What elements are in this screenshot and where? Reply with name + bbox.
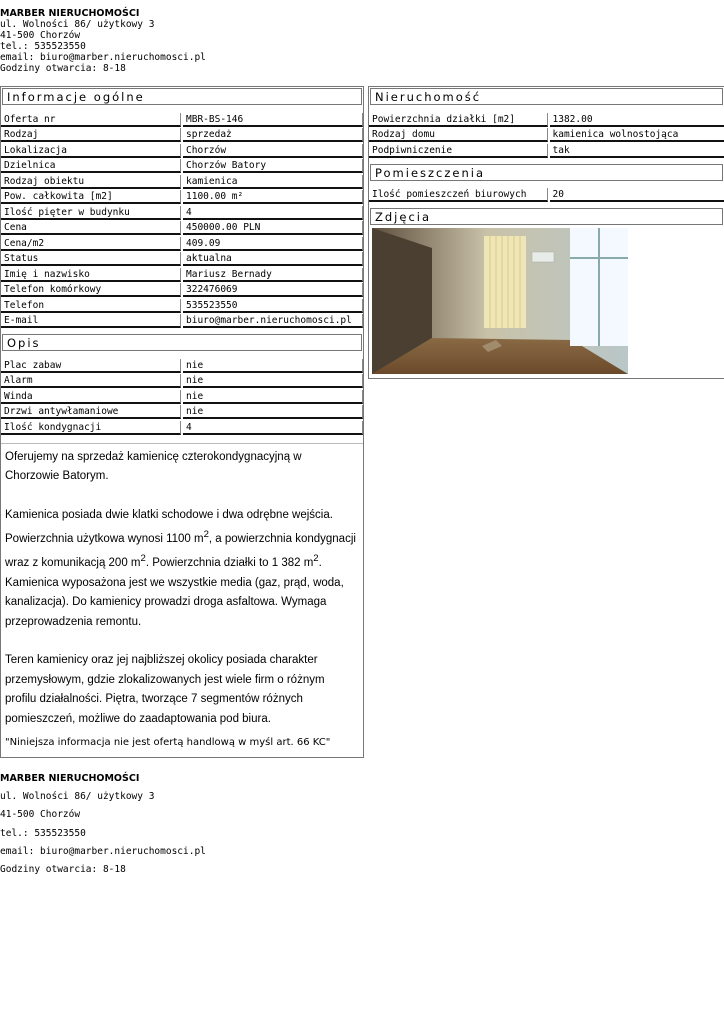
row-value: 20 xyxy=(550,188,724,202)
row-label: Cena/m2 xyxy=(1,237,181,251)
table-row xyxy=(1,235,363,251)
row-value: sprzedaż xyxy=(183,128,363,142)
description-text: , a powierzchnia kondygnacji wraz z komunikacją 200 m xyxy=(5,532,356,570)
legal-note: "Niniejsza informacja nie jest ofertą handlową w myśl art. 66 KC" xyxy=(5,737,331,749)
row-value: 322476069 xyxy=(183,283,363,297)
description-paragraph: Oferujemy na sprzedaż kamienicę czterokondygnacyjną w Chorzowie Batorym. xyxy=(5,450,302,482)
email[interactable]: email: biuro@marber.nieruchomosci.pl xyxy=(0,52,206,63)
row-label: Rodzaj xyxy=(1,128,181,142)
email[interactable]: email: biuro@marber.nieruchomosci.pl xyxy=(0,845,206,857)
row-value: nie xyxy=(183,390,363,404)
row-label: Dzielnica xyxy=(1,159,181,173)
table-row xyxy=(1,158,363,174)
table-row xyxy=(1,297,363,313)
phone: tel.: 535523550 xyxy=(0,827,86,839)
left-column xyxy=(0,86,364,758)
row-label: Powierzchnia działki [m2] xyxy=(369,113,548,127)
row-label: Plac zabaw xyxy=(1,359,181,373)
row-label: Alarm xyxy=(1,374,181,388)
row-value: 535523550 xyxy=(183,299,363,313)
table-row xyxy=(1,173,363,189)
address-line-1: ul. Wolności 86/ użytkowy 3 xyxy=(0,791,155,803)
row-value: kamienica xyxy=(183,175,363,189)
table-row xyxy=(1,111,363,127)
description-paragraph: Teren kamienicy oraz jej najbliższej okolicy posiada charakter przemysłowym, gdzie zlokalizowanych jest wiele firm o różnym profilu działalności. Piętra, tworzące 7 segmentów różnych pomieszczeń, możliwe do zaadaptowania pod biura. xyxy=(5,654,325,725)
row-value: 1382.00 xyxy=(550,113,724,127)
footer-contact xyxy=(0,770,206,879)
property-photo[interactable] xyxy=(372,228,628,374)
row-value: nie xyxy=(183,374,363,388)
table-row xyxy=(1,282,363,298)
photo-gallery xyxy=(372,228,722,376)
description-text: . Kamienica wyposażona jest we wszystkie media (gaz, prąd, woda, kanalizacja). Do kamienicy prowadzi droga asfaltowa. Wymaga przeprowadzenia remontu. xyxy=(5,557,344,628)
row-label: Rodzaj domu xyxy=(369,128,548,142)
row-label: Status xyxy=(1,252,181,266)
row-label: E-mail xyxy=(1,314,181,328)
description-paragraph xyxy=(5,506,357,633)
address-line-2: 41-500 Chorzów xyxy=(0,30,81,41)
superscript: 2 xyxy=(203,529,209,540)
table-row xyxy=(1,388,363,404)
property-table xyxy=(369,111,724,158)
table-row xyxy=(1,404,363,420)
row-value[interactable]: biuro@marber.nieruchomosci.pl xyxy=(183,314,363,328)
row-value: MBR-BS-146 xyxy=(183,113,363,127)
table-row xyxy=(1,266,363,282)
row-label: Pow. całkowita [m2] xyxy=(1,190,181,204)
row-value: aktualna xyxy=(183,252,363,266)
row-label: Oferta nr xyxy=(1,113,181,127)
address-line-1: ul. Wolności 86/ użytkowy 3 xyxy=(0,19,155,30)
section-title-general: Informacje ogólne xyxy=(2,88,362,105)
row-value: tak xyxy=(550,144,724,158)
company-name: MARBER NIERUCHOMOŚCI xyxy=(0,773,140,784)
table-row xyxy=(1,357,363,373)
row-label: Rodzaj obiektu xyxy=(1,175,181,189)
row-label: Podpiwniczenie xyxy=(369,144,548,158)
row-value: 450000.00 PLN xyxy=(183,221,363,235)
table-row xyxy=(1,220,363,236)
row-value: Mariusz Bernady xyxy=(183,268,363,282)
section-title-opis: Opis xyxy=(2,334,362,351)
table-row xyxy=(1,127,363,143)
table-row xyxy=(369,111,724,127)
header-contact xyxy=(0,8,206,74)
table-row xyxy=(1,251,363,267)
row-value: nie xyxy=(183,359,363,373)
table-row xyxy=(369,127,724,143)
description xyxy=(1,443,363,757)
company-name: MARBER NIERUCHOMOŚCI xyxy=(0,8,140,19)
row-label: Lokalizacja xyxy=(1,144,181,158)
row-value: Chorzów xyxy=(183,144,363,158)
section-title-property: Nieruchomość xyxy=(370,88,723,105)
table-row xyxy=(369,187,724,203)
row-value: 4 xyxy=(183,421,363,435)
table-row xyxy=(1,189,363,205)
opening-hours: Godziny otwarcia: 8-18 xyxy=(0,63,126,74)
description-text: . Powierzchnia działki to 1 382 m xyxy=(145,557,314,570)
opening-hours: Godziny otwarcia: 8-18 xyxy=(0,864,126,876)
row-label: Winda xyxy=(1,390,181,404)
table-row xyxy=(369,142,724,158)
row-value: 4 xyxy=(183,206,363,220)
row-value: 1100.00 m² xyxy=(183,190,363,204)
address-line-2: 41-500 Chorzów xyxy=(0,809,81,821)
room-photo-illustration xyxy=(372,228,628,374)
row-label: Drzwi antywłamaniowe xyxy=(1,405,181,419)
section-title-photos: Zdjęcia xyxy=(370,208,723,225)
general-table xyxy=(1,111,363,328)
row-label: Telefon komórkowy xyxy=(1,283,181,297)
row-label: Imię i nazwisko xyxy=(1,268,181,282)
row-label: Cena xyxy=(1,221,181,235)
row-value: nie xyxy=(183,405,363,419)
row-label: Ilość pięter w budynku xyxy=(1,206,181,220)
description-text: Kamienica posiada dwie klatki schodowe i dwa odrębne wejścia. Powierzchnia użytkowa wynosi 1100 m xyxy=(5,508,333,545)
row-value: 409.09 xyxy=(183,237,363,251)
row-label: Telefon xyxy=(1,299,181,313)
table-row xyxy=(1,313,363,329)
table-row xyxy=(1,419,363,435)
phone: tel.: 535523550 xyxy=(0,41,86,52)
superscript: 2 xyxy=(140,553,146,565)
row-value: Chorzów Batory xyxy=(183,159,363,173)
section-title-rooms: Pomieszczenia xyxy=(370,164,723,181)
table-row xyxy=(1,373,363,389)
row-label: Ilość kondygnacji xyxy=(1,421,181,435)
superscript: 2 xyxy=(313,553,319,565)
right-column xyxy=(368,86,724,379)
row-value: kamienica wolnostojąca xyxy=(550,128,724,142)
opis-table xyxy=(1,357,363,435)
rooms-table xyxy=(369,187,724,203)
row-label: Ilość pomieszczeń biurowych xyxy=(369,188,548,202)
table-row xyxy=(1,204,363,220)
table-row xyxy=(1,142,363,158)
